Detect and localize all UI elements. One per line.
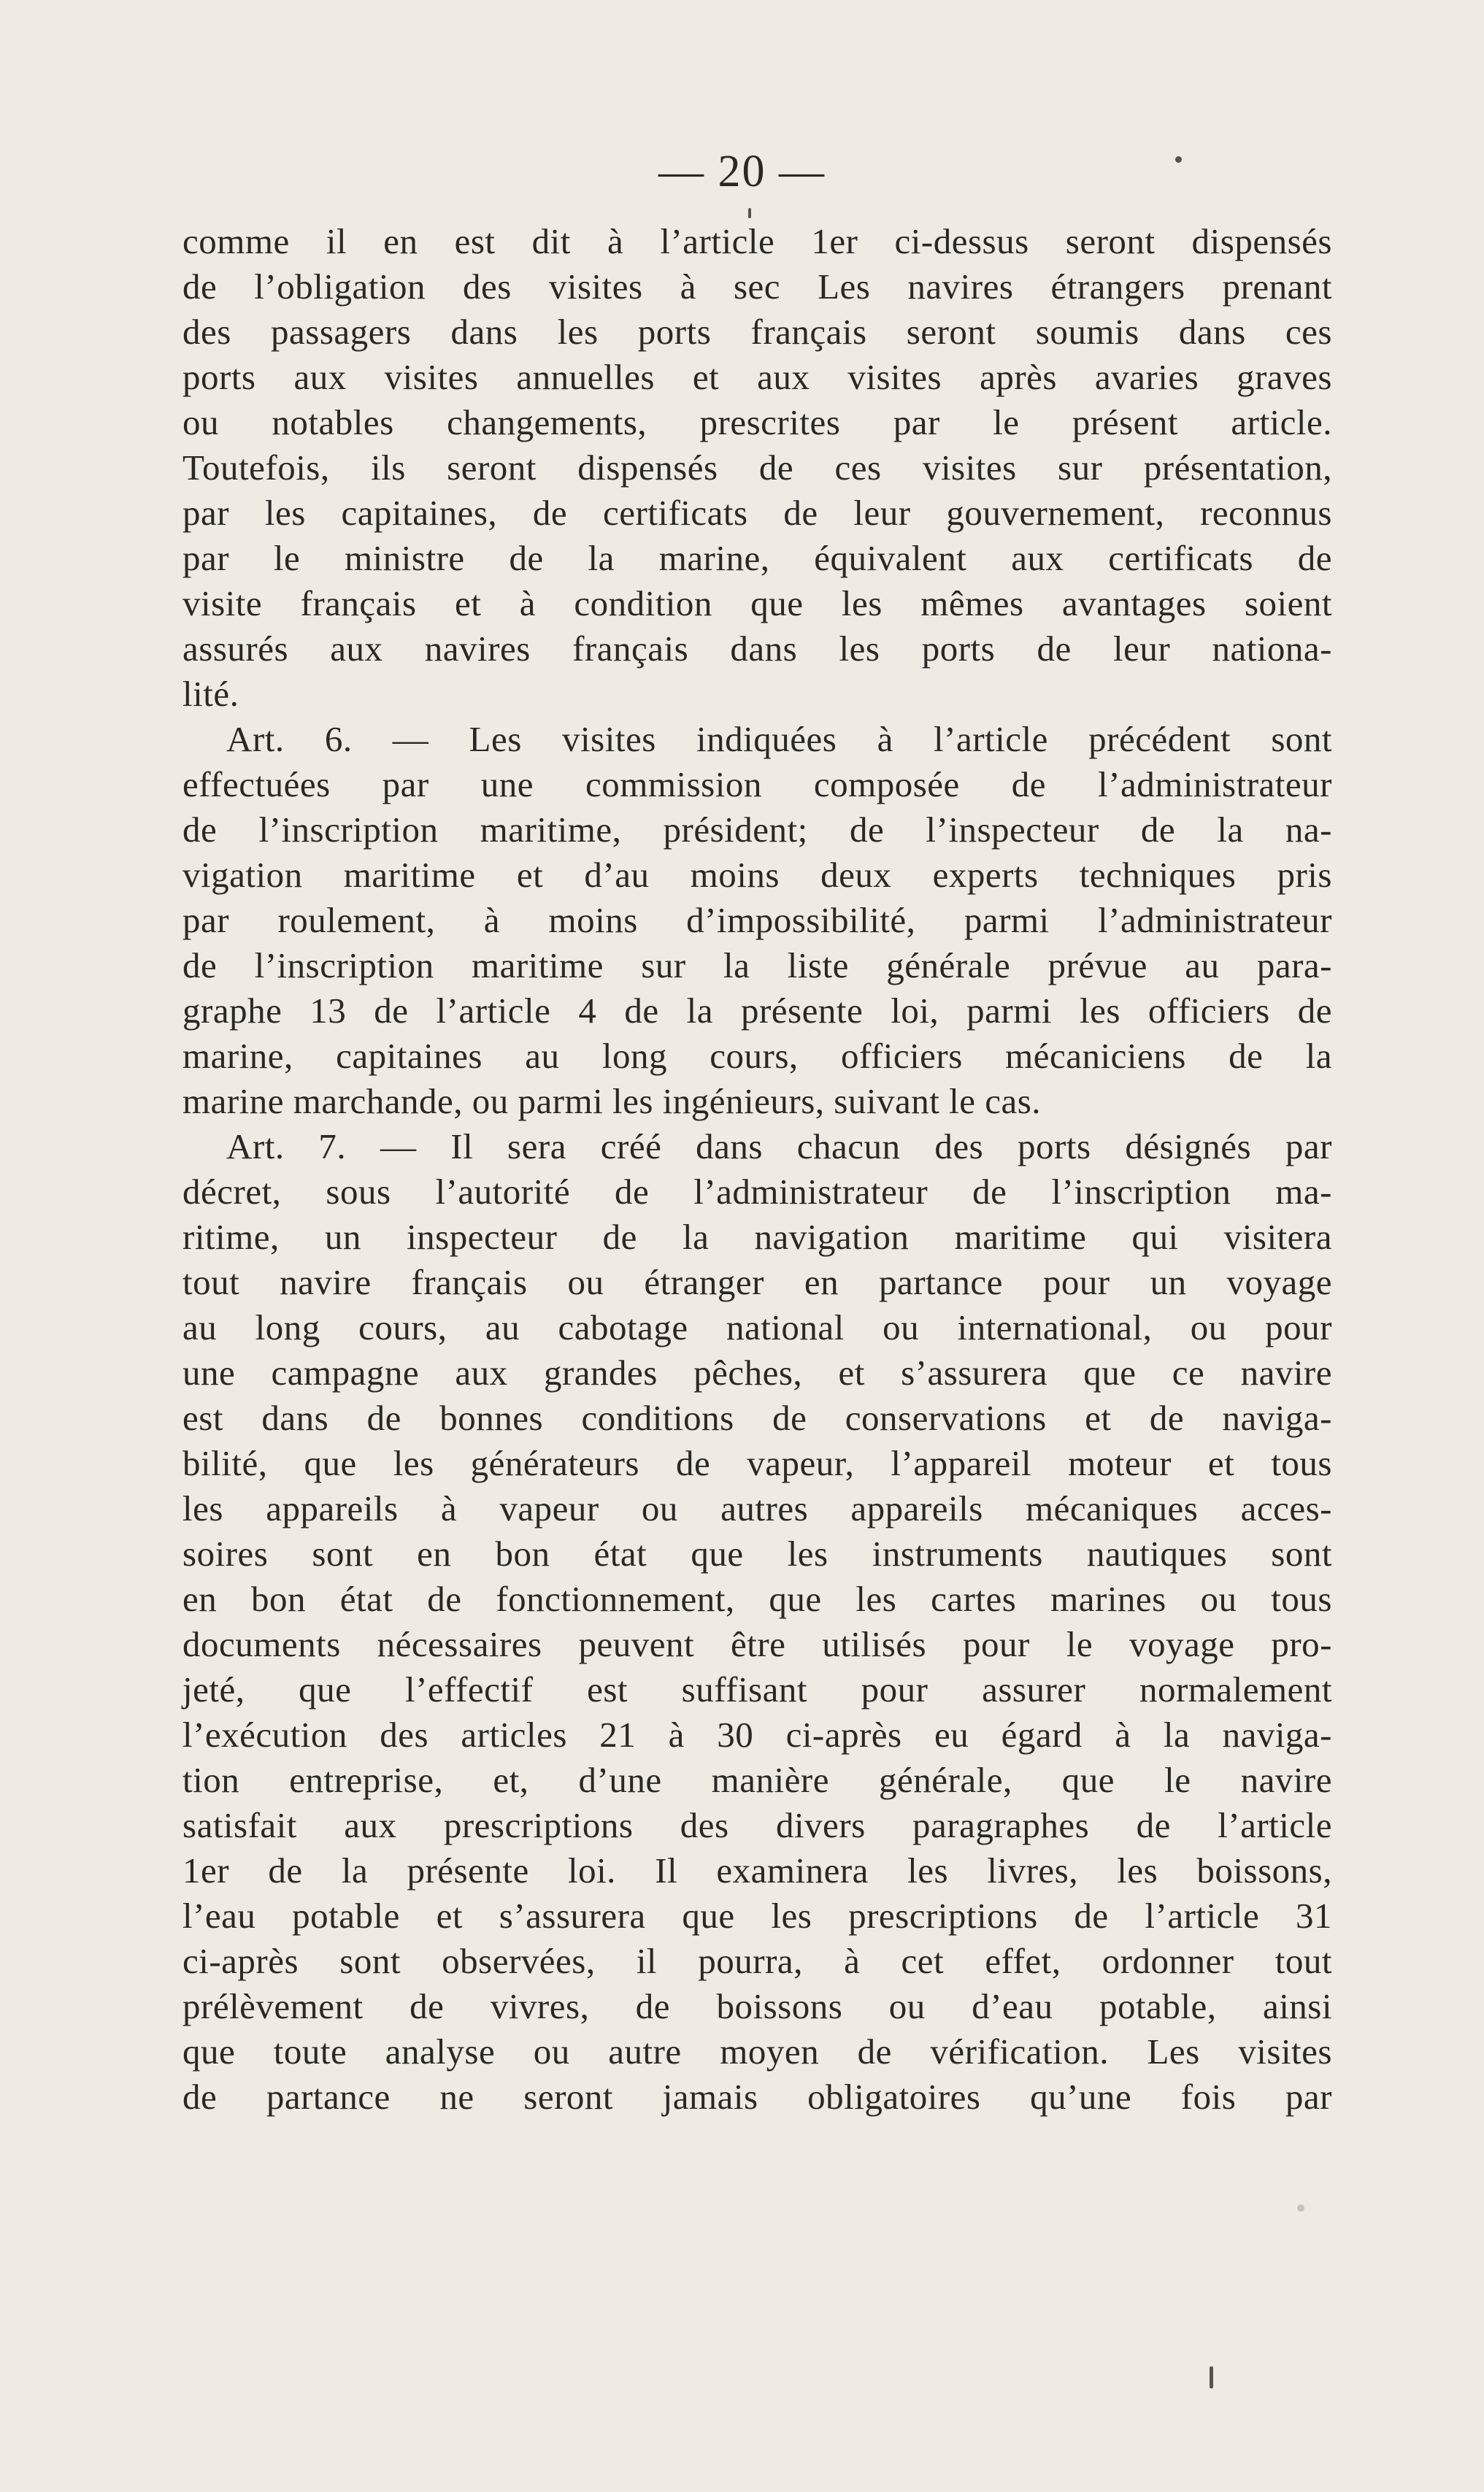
text-line: satisfait aux prescriptions des divers paragraphes de l’article	[182, 1805, 1332, 1845]
text-line: effectuées par une commission composée de l’administrateur	[182, 764, 1332, 804]
text-line: que toute analyse ou autre moyen de vérification. Les visites	[182, 2031, 1332, 2072]
text-line: par le ministre de la marine, équivalent aux certificats de	[182, 538, 1332, 578]
text-line: par les capitaines, de certificats de leur gouvernement, reconnus	[182, 493, 1332, 533]
text-line: au long cours, au cabotage national ou international, ou pour	[182, 1307, 1332, 1347]
text-line: ci-après sont observées, il pourra, à cet effet, ordonner tout	[182, 1941, 1332, 1981]
page-number: — 20 —	[658, 147, 826, 196]
text-line: ou notables changements, prescrites par le présent article.	[182, 402, 1332, 442]
text-line: par roulement, à moins d’impossibilité, parmi l’administrateur	[182, 900, 1332, 940]
text-line: ritime, un inspecteur de la navigation maritime qui visitera	[182, 1217, 1332, 1257]
text-line: marine, capitaines au long cours, officiers mécaniciens de la	[182, 1036, 1332, 1076]
scan-speck	[1175, 156, 1182, 163]
text-line: de l’inscription maritime, président; de l’inspecteur de la na-	[182, 809, 1332, 850]
text-line: documents nécessaires peuvent être utilisés pour le voyage pro-	[182, 1624, 1332, 1664]
text-line: soires sont en bon état que les instruments nautiques sont	[182, 1534, 1332, 1574]
scan-speck	[1297, 2204, 1304, 2212]
text-line: lité.	[182, 674, 239, 714]
text-line: visite français et à condition que les mêmes avantages soient	[182, 583, 1332, 623]
text-line: décret, sous l’autorité de l’administrateur de l’inscription ma-	[182, 1172, 1332, 1212]
text-line: Toutefois, ils seront dispensés de ces visites sur présentation,	[182, 447, 1332, 488]
text-line: de l’inscription maritime sur la liste générale prévue au para-	[182, 945, 1332, 985]
scan-speck	[1210, 2366, 1213, 2388]
text-line: bilité, que les générateurs de vapeur, l’appareil moteur et tous	[182, 1443, 1332, 1483]
text-line: l’eau potable et s’assurera que les prescriptions de l’article 31	[182, 1896, 1332, 1936]
text-line: tout navire français ou étranger en partance pour un voyage	[182, 1262, 1332, 1302]
text-line: 1er de la présente loi. Il examinera les livres, les boissons,	[182, 1850, 1332, 1891]
text-line: de partance ne seront jamais obligatoires qu’une fois par	[182, 2077, 1332, 2117]
text-line: vigation maritime et d’au moins deux experts techniques pris	[182, 855, 1332, 895]
text-line: graphe 13 de l’article 4 de la présente loi, parmi les officiers de	[182, 991, 1332, 1031]
text-line: des passagers dans les ports français seront soumis dans ces	[182, 312, 1332, 352]
text-line: de l’obligation des visites à sec Les navires étrangers prenant	[182, 266, 1332, 307]
body-text	[182, 219, 1332, 2120]
text-line: prélèvement de vivres, de boissons ou d’eau potable, ainsi	[182, 1986, 1332, 2026]
text-line: ports aux visites annuelles et aux visites après avaries graves	[182, 357, 1332, 397]
text-line: comme il en est dit à l’article 1er ci-dessus seront dispensés	[182, 221, 1332, 261]
article-heading-line: Art. 6. — Les visites indiquées à l’article précédent sont	[226, 719, 1332, 759]
text-line: une campagne aux grandes pêches, et s’assurera que ce navire	[182, 1353, 1332, 1393]
text-line: les appareils à vapeur ou autres appareils mécaniques acces-	[182, 1488, 1332, 1528]
text-line: jeté, que l’effectif est suffisant pour assurer normalement	[182, 1669, 1332, 1710]
text-line: est dans de bonnes conditions de conservations et de naviga-	[182, 1398, 1332, 1438]
text-line: tion entreprise, et, d’une manière générale, que le navire	[182, 1760, 1332, 1800]
text-line: l’exécution des articles 21 à 30 ci-après eu égard à la naviga-	[182, 1715, 1332, 1755]
text-line: en bon état de fonctionnement, que les cartes marines ou tous	[182, 1579, 1332, 1619]
scan-speck	[748, 208, 751, 218]
article-heading-line: Art. 7. — Il sera créé dans chacun des ports désignés par	[226, 1126, 1332, 1166]
text-line: assurés aux navires français dans les ports de leur nationa-	[182, 628, 1332, 669]
text-line: marine marchande, ou parmi les ingénieurs, suivant le cas.	[182, 1081, 1042, 1121]
